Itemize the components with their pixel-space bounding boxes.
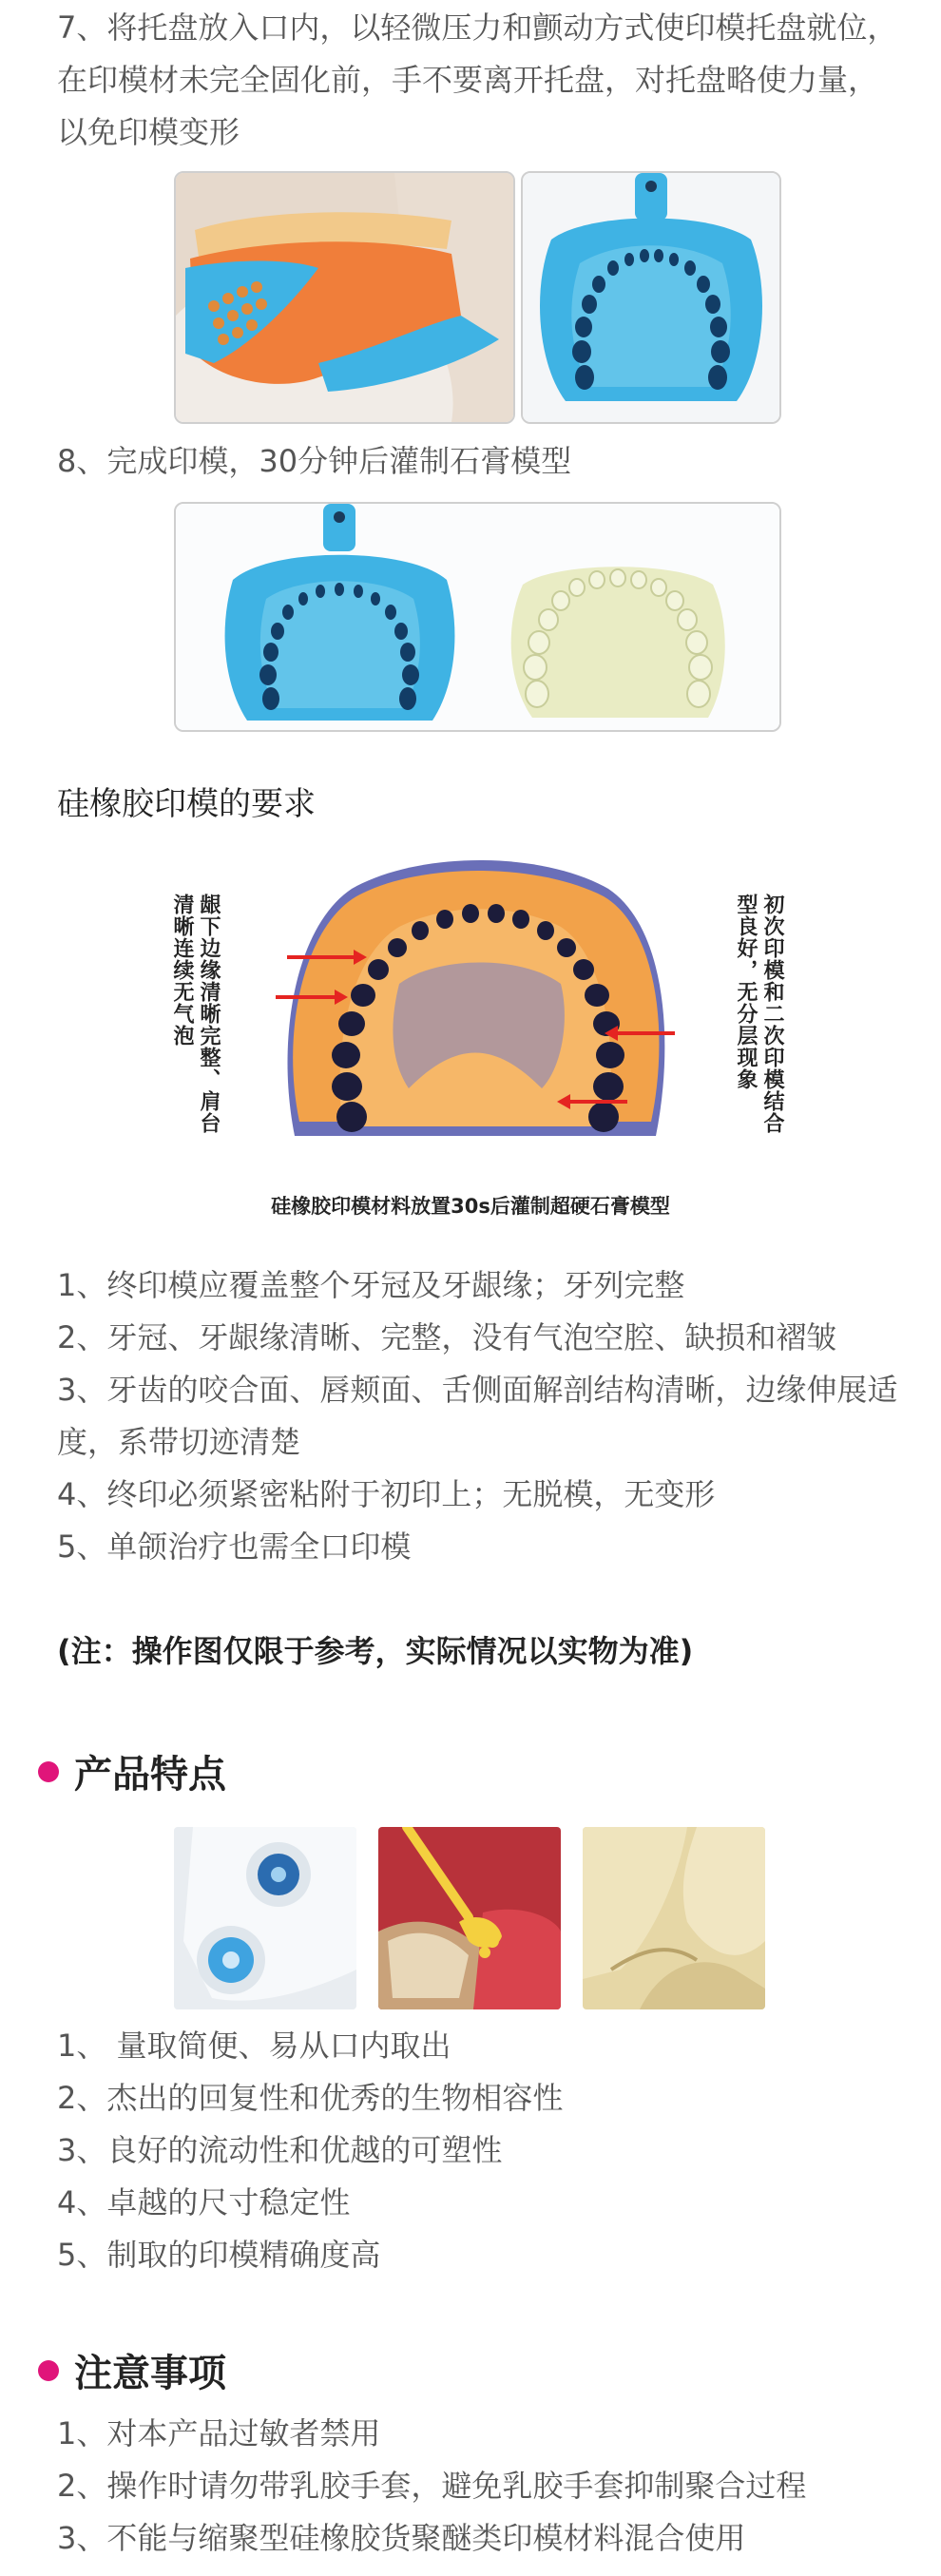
right-label-initial-secondary-bond: 初次印模和二次印模结合 [760,894,784,1134]
requirement-item: 3、牙齿的咬合面、唇颊面、舌侧面解剖结构清晰，边缘伸展适度，系带切迹清楚 [57,1372,898,1460]
left-label-gingival-margin: 龈下边缘清晰完整、肩台 [197,894,221,1134]
left-label-no-bubbles: 清晰连续无气泡 [170,894,194,1047]
impression-detail-photo [583,1827,765,2009]
features-heading: 产品特点 [74,1753,226,1797]
cautions-list [57,2408,903,2565]
caution-item: 3、不能与缩聚型硅橡胶货聚醚类印模材料混合使用 [57,2520,746,2556]
requirement-item: 4、终印必须紧密粘附于初印上；无脱模，无变形 [57,1476,716,1512]
blue-tray-impression-photo [521,171,781,424]
cartridge-photo [174,1827,356,2009]
requirement-item: 1、终印模应覆盖整个牙冠及牙龈缘；牙列完整 [57,1267,685,1303]
feature-item: 3、良好的流动性和优越的可塑性 [57,2132,503,2168]
cautions-section-title [38,2343,226,2397]
annotated-impression-image [276,851,675,1169]
requirement-item: 5、单颌治疗也需全口印模 [57,1528,412,1565]
syringe-application-photo [378,1827,561,2009]
requirements-heading: 硅橡胶印模的要求 [57,785,316,823]
caution-item: 2、操作时请勿带乳胶手套，避免乳胶手套抑制聚合过程 [57,2468,807,2504]
impression-and-plaster-model-photo [174,502,781,732]
requirements-list [57,1259,903,1573]
requirement-item: 2、牙冠、牙龈缘清晰、完整，没有气泡空腔、缺损和褶皱 [57,1319,837,1355]
step-7-text: 7、将托盘放入口内，以轻微压力和颤动方式使印模托盘就位，在印模材未完全固化前，手不要离开托盘，对托盘略使力量，以免印模变形 [57,10,898,150]
feature-item: 1、 量取简便、易从口内取出 [57,2028,451,2064]
right-label-no-delamination: 型良好，无分层现象 [734,894,758,1090]
tray-insertion-photo [174,171,515,424]
feature-item: 2、杰出的回复性和优秀的生物相容性 [57,2080,564,2116]
figure-caption: 硅橡胶印模材料放置30s后灌制超硬石膏模型 [271,1195,670,1218]
bullet-dot-icon [38,2360,59,2381]
caution-item: 1、对本产品过敏者禁用 [57,2415,381,2451]
step-8-text: 8、完成印模，30分钟后灌制石膏模型 [57,443,572,479]
bullet-dot-icon [38,1761,59,1782]
feature-item: 4、卓越的尺寸稳定性 [57,2184,351,2220]
feature-item: 5、制取的印模精确度高 [57,2237,381,2273]
cautions-heading: 注意事项 [74,2352,226,2395]
reference-note: (注：操作图仅限于参考，实际情况以实物为准) [57,1633,694,1669]
features-list [57,2020,903,2281]
features-section-title [38,1744,226,1798]
